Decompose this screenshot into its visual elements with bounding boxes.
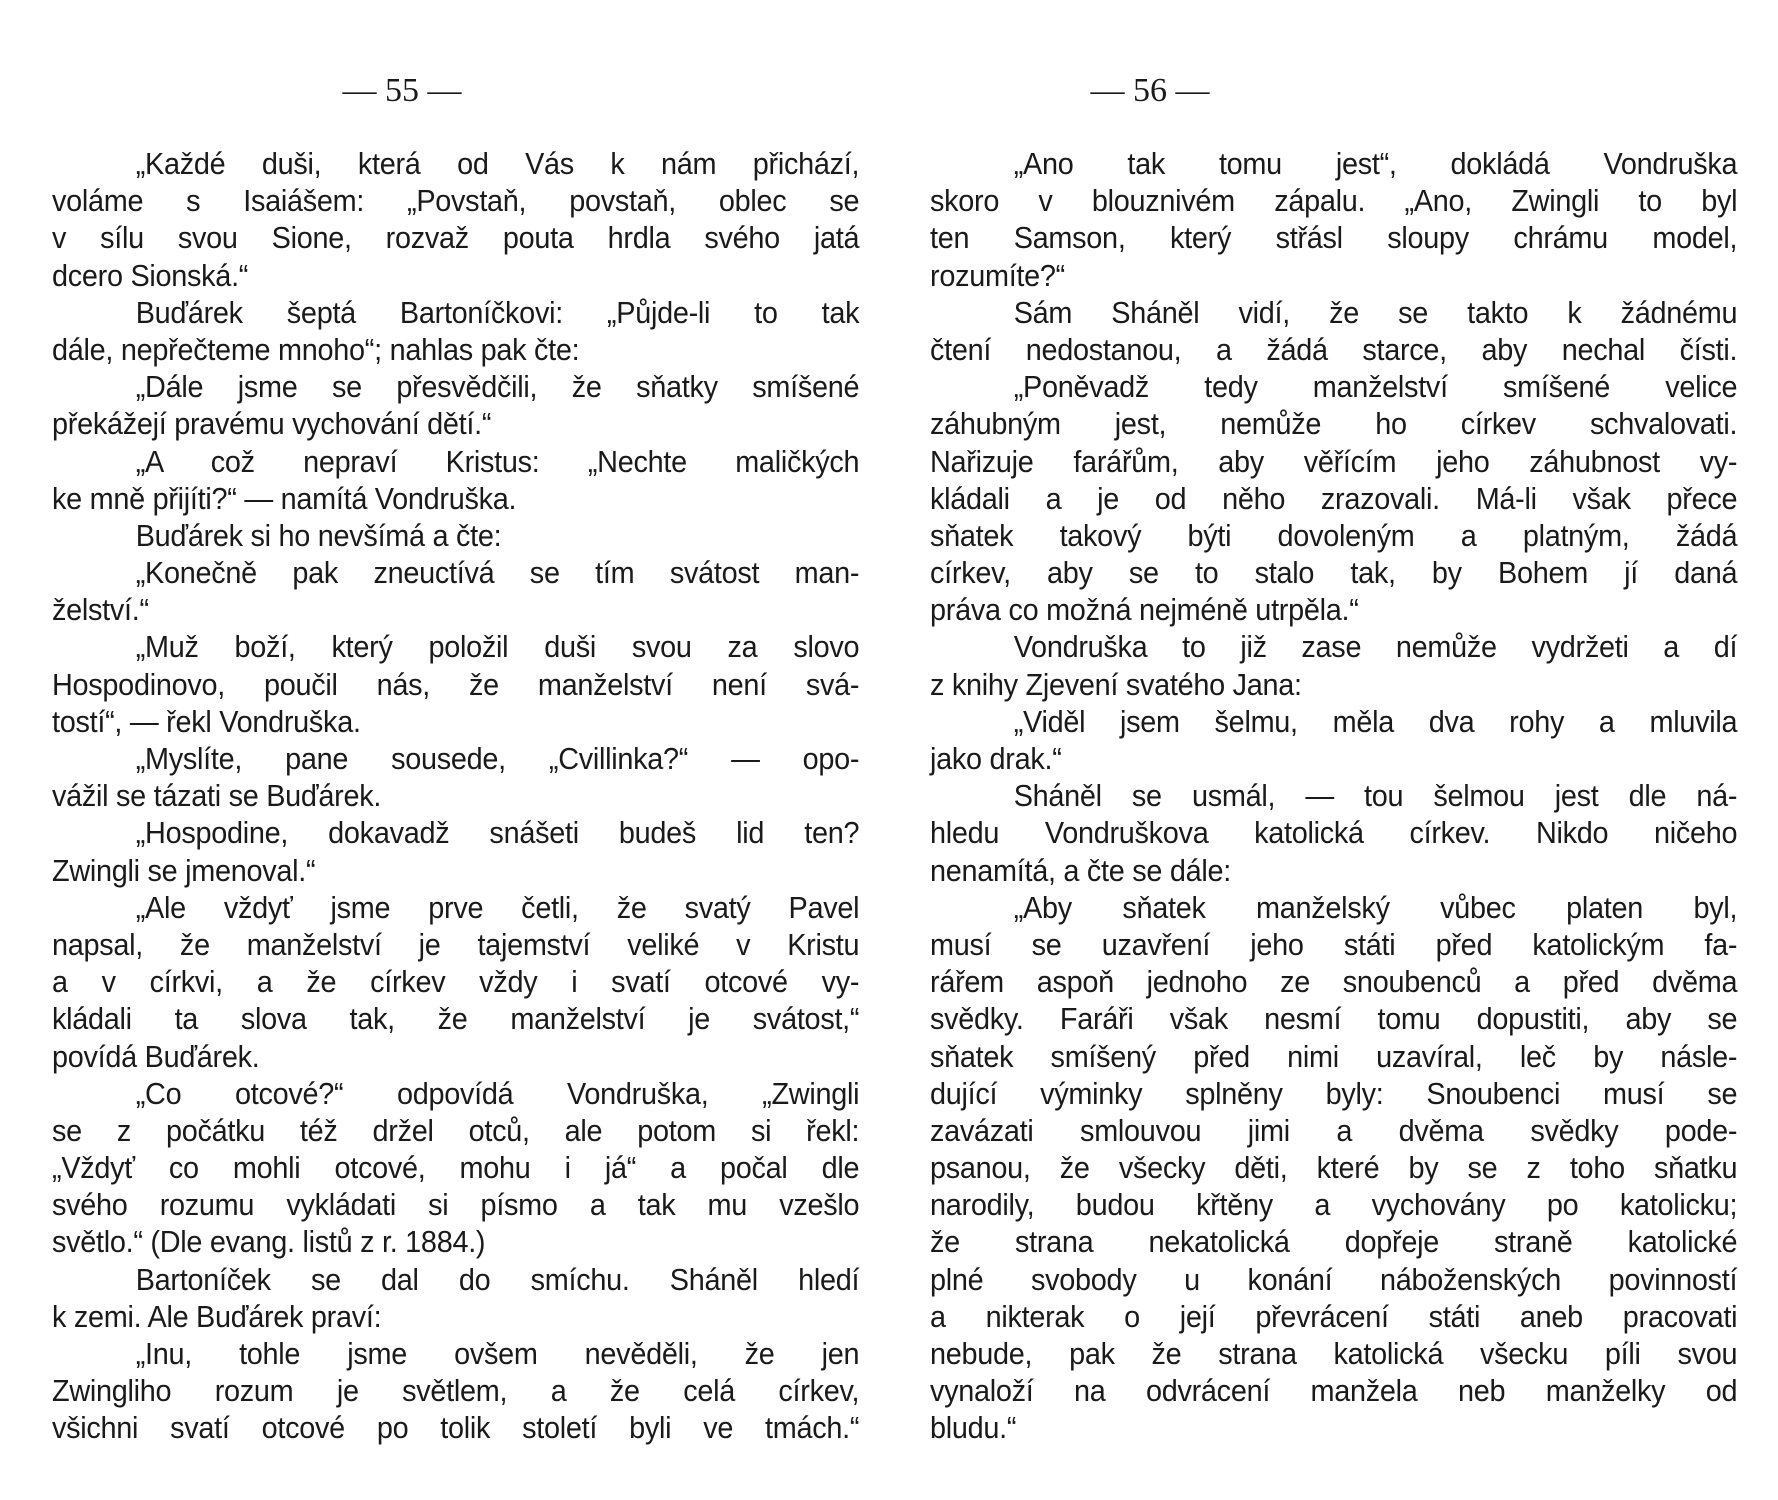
text-line: dující výminky splněny byly: Snoubenci musí se — [930, 1075, 1738, 1111]
text-line: dále, nepřečteme mnoho“; nahlas pak čte: — [52, 331, 580, 367]
text-line: překážejí pravému vychování dětí.“ — [52, 406, 492, 442]
text-line: jako drak.“ — [930, 741, 1062, 776]
text-line: církev, aby se to stalo tak, by Bohem jí daná — [930, 555, 1738, 591]
text-line: Nařizuje farářům, aby věřícím jeho záhubnost vy- — [930, 443, 1738, 479]
text-line: hledu Vondruškova katolická církev. Nikdo ničeho — [930, 815, 1738, 851]
text-line: ten Samson, který střásl sloupy chrámu model, — [930, 220, 1738, 256]
text-line: narodily, budou křtěny a vychovány po katolicku; — [930, 1187, 1738, 1223]
text-line: rozumíte?“ — [930, 257, 1066, 293]
text-line: světlo.“ (Dle evang. listů z r. 1884.) — [52, 1224, 486, 1260]
text-line: Hospodinovo, poučil nás, že manželství není svá- — [52, 666, 860, 702]
text-line: Bartoníček se dal do smíchu. Sháněl hledí — [135, 1261, 860, 1297]
text-line: sňatek smíšený před nimi uzavíral, leč by násle- — [930, 1038, 1738, 1074]
text-line: „Co otcové?“ odpovídá Vondruška, „Zwingli — [135, 1075, 860, 1111]
left-page-text — [52, 145, 860, 1447]
text-line: svého rozumu vykládati si písmo a tak mu vzešlo — [52, 1187, 860, 1223]
text-line: „Vždyť co mohli otcové, mohu i já“ a počal dle — [52, 1150, 860, 1186]
text-line: k zemi. Ale Buďárek praví: — [52, 1298, 382, 1334]
text-line: „Aby sňatek manželský vůbec platen byl, — [1013, 889, 1738, 925]
text-line: voláme s Isaiášem: „Povstaň, povstaň, oblec se — [52, 183, 860, 219]
text-line: Buďárek si ho nevšímá a čte: — [135, 517, 502, 553]
text-line: „Dále jsme se přesvědčili, že sňatky smíšené — [135, 369, 860, 405]
text-line: zavázati smlouvou jimi a dvěma svědky pode- — [930, 1112, 1738, 1148]
page-number-left: — 55 — — [342, 72, 462, 109]
text-line: a v církvi, a že církev vždy i svatí otcové vy- — [52, 964, 860, 1000]
text-line: „Viděl jsem šelmu, měla dva rohy a mluvila — [1013, 703, 1738, 739]
right-page-text — [930, 145, 1738, 1447]
text-line: záhubným jest, nemůže ho církev schvalovati. — [930, 406, 1738, 442]
text-line: sňatek takový býti dovoleným a platným, žádá — [930, 517, 1738, 553]
text-line: plné svobody u konání náboženských povinností — [930, 1261, 1738, 1297]
text-line: z knihy Zjevení svatého Jana: — [930, 666, 1302, 702]
text-line: kládali a je od něho zrazovali. Má-li však přece — [930, 480, 1738, 516]
text-line: se z počátku též držel otců, ale potom si řekl: — [52, 1112, 860, 1148]
text-line: „Hospodine, dokavadž snášeti budeš lid ten? — [135, 815, 860, 851]
text-line: tostí“, — řekl Vondruška. — [52, 703, 361, 739]
text-line: „Muž boží, který položil duši svou za slovo — [135, 629, 860, 665]
text-line: napsal, že manželství je tajemství veliké v Kristu — [52, 926, 860, 962]
text-line: v sílu svou Sione, rozvaž pouta hrdla svého jatá — [52, 220, 860, 256]
text-line: musí se uzavření jeho státi před katolickým fa- — [930, 926, 1738, 962]
text-line: Vondruška to již zase nemůže vydržeti a dí — [1013, 629, 1738, 665]
text-line: „Myslíte, pane sousede, „Cvillinka?“ — opo- — [135, 741, 860, 776]
text-line: „Ale vždyť jsme prve četli, že svatý Pavel — [135, 889, 860, 925]
text-line: „A což nepraví Kristus: „Nechte maličkých — [135, 443, 860, 479]
text-line: skoro v blouznivém zápalu. „Ano, Zwingli to byl — [930, 183, 1738, 219]
text-line: „Konečně pak zneuctívá se tím svátost man- — [135, 555, 860, 591]
text-line: že strana nekatolická dopřeje straně katolické — [930, 1224, 1738, 1260]
text-line: svědky. Faráři však nesmí tomu dopustiti, aby se — [930, 1001, 1738, 1037]
text-line: Zwingliho rozum je světlem, a že celá církev, — [52, 1373, 860, 1409]
text-line: Buďárek šeptá Bartoníčkovi: „Půjde-li to tak — [135, 294, 860, 330]
text-line: ke mně přijíti?“ — namítá Vondruška. — [52, 480, 517, 516]
text-line: „Každé duši, která od Vás k nám přichází, — [135, 146, 860, 181]
text-line: Zwingli se jmenoval.“ — [52, 852, 316, 888]
page-number-right: — 56 — — [1090, 72, 1210, 109]
text-line: bludu.“ — [930, 1410, 1017, 1446]
text-line: všichni svatí otcové po tolik století byli ve tmách.“ — [52, 1410, 860, 1446]
text-line: želství.“ — [52, 592, 149, 628]
text-line: psanou, že všecky děti, které by se z toho sňatku — [930, 1150, 1738, 1186]
text-line: práva co možná nejméně utrpěla.“ — [930, 592, 1359, 628]
text-line: vynaloží na odvrácení manžela neb manželky od — [930, 1373, 1738, 1409]
text-line: „Poněvadž tedy manželství smíšené velice — [1013, 369, 1738, 405]
text-line: povídá Buďárek. — [52, 1038, 260, 1074]
text-line: rářem aspoň jednoho ze snoubenců a před dvěma — [930, 964, 1738, 1000]
text-line: nebude, pak že strana katolická všecku píli svou — [930, 1336, 1738, 1371]
text-line: nenamítá, a čte se dále: — [930, 852, 1232, 888]
text-line: „Ano tak tomu jest“, dokládá Vondruška — [1013, 146, 1738, 181]
text-line: čtení nedostanou, a žádá starce, aby nechal čísti. — [930, 331, 1738, 367]
text-line: dcero Sionská.“ — [52, 257, 249, 293]
text-line: kládali ta slova tak, že manželství je svátost,“ — [52, 1001, 860, 1037]
text-line: „Inu, tohle jsme ovšem nevěděli, že jen — [135, 1336, 860, 1371]
text-line: Sháněl se usmál, — tou šelmou jest dle ná- — [1013, 778, 1738, 814]
text-line: vážil se tázati se Buďárek. — [52, 778, 382, 814]
text-line: a nikterak o její převrácení státi aneb pracovati — [930, 1298, 1738, 1334]
text-line: Sám Sháněl vidí, že se takto k žádnému — [1013, 294, 1738, 330]
